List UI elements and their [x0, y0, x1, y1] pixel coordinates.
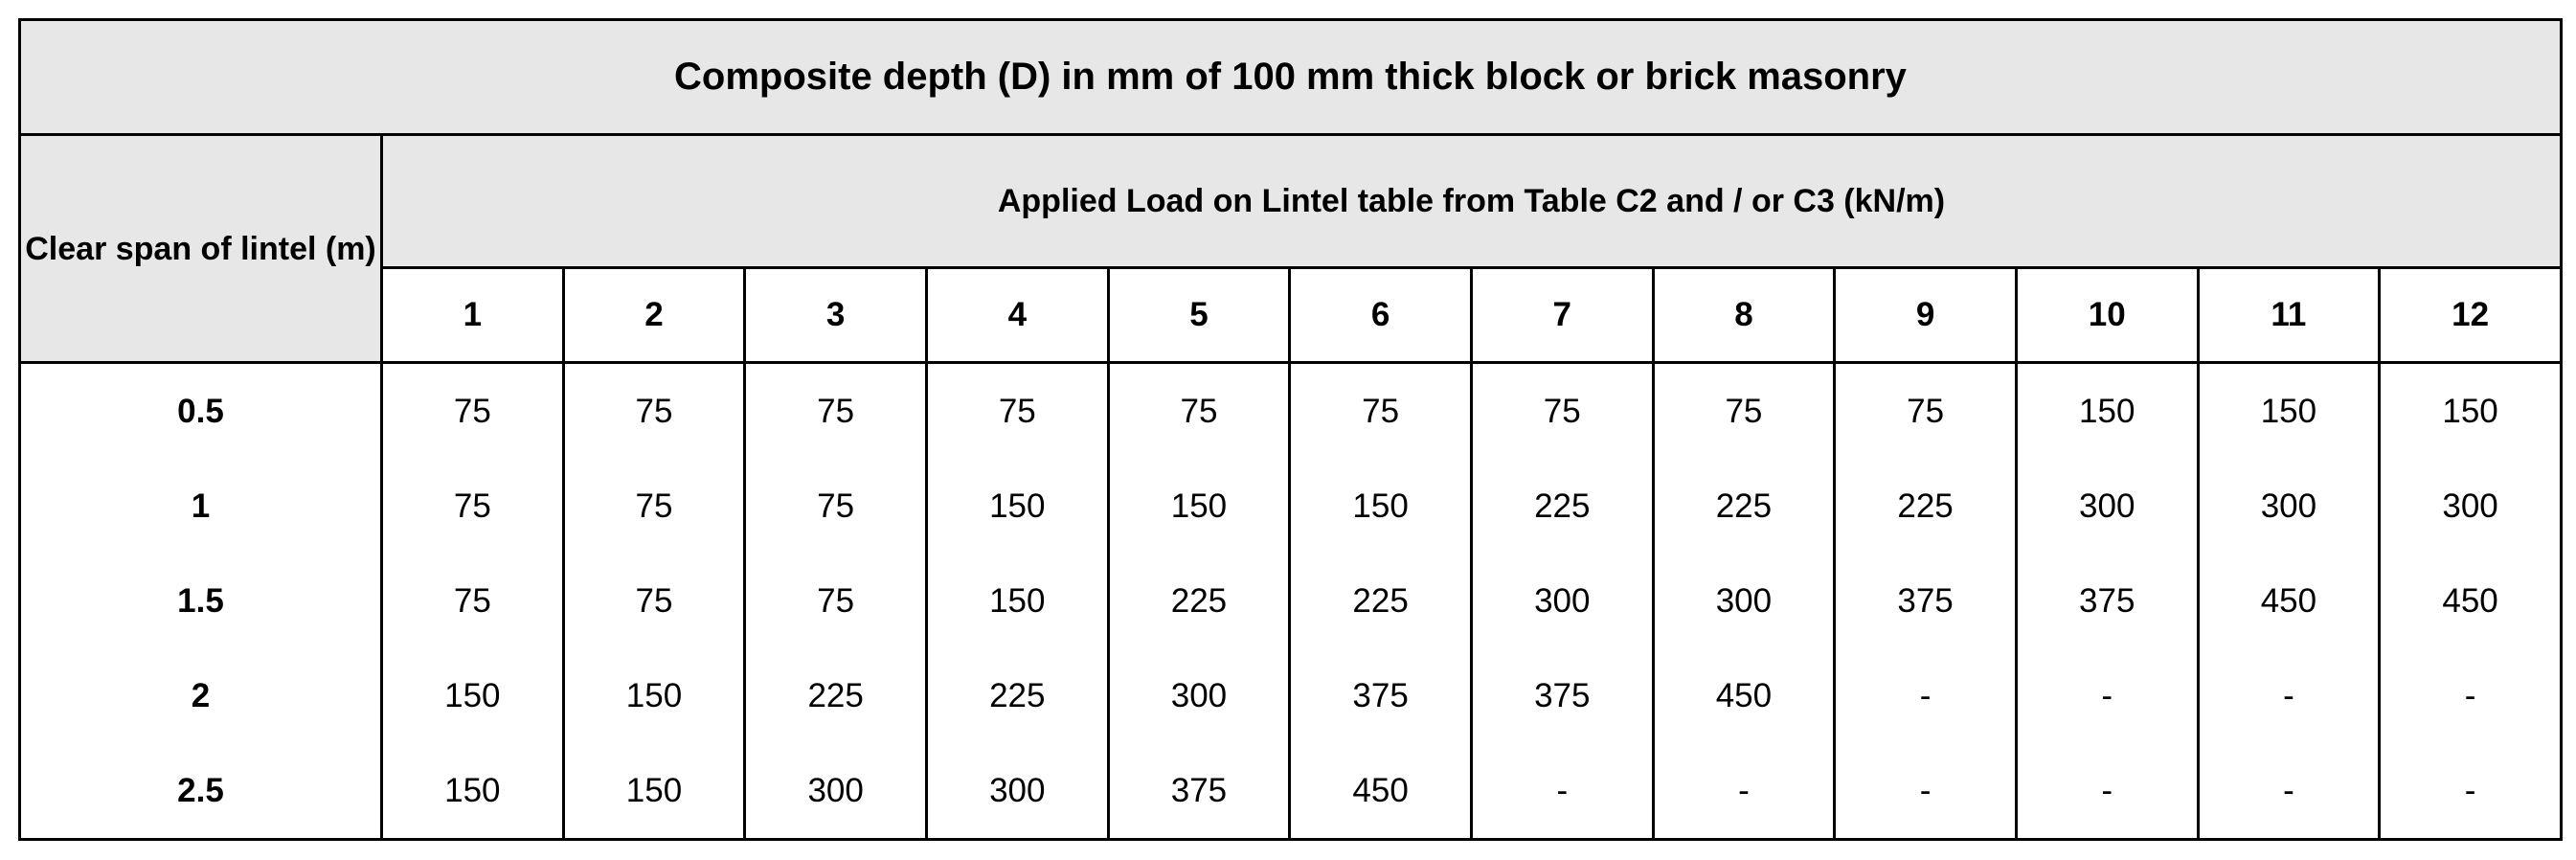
depth-value-cell: 75 [1471, 363, 1653, 460]
load-column-header-row [20, 268, 2562, 363]
load-column-header: 9 [1835, 268, 2017, 363]
load-column-header: 4 [926, 268, 1108, 363]
depth-value-cell: 75 [382, 554, 564, 648]
load-column-header: 10 [2016, 268, 2198, 363]
depth-value-cell: 375 [2016, 554, 2198, 648]
depth-value-cell: 300 [2380, 459, 2562, 554]
depth-value-cell: 75 [382, 459, 564, 554]
clear-span-cell: 0.5 [20, 363, 382, 460]
depth-value-cell: 450 [2380, 554, 2562, 648]
clear-span-cell: 2.5 [20, 743, 382, 840]
depth-value-cell: 150 [926, 554, 1108, 648]
depth-value-cell: 150 [2016, 363, 2198, 460]
depth-value-cell: - [2198, 743, 2380, 840]
load-column-header: 2 [563, 268, 745, 363]
depth-value-cell: - [2016, 648, 2198, 743]
depth-value-cell: 300 [2016, 459, 2198, 554]
depth-value-cell: 75 [926, 363, 1108, 460]
load-column-header: 11 [2198, 268, 2380, 363]
depth-value-cell: - [1471, 743, 1653, 840]
load-column-header: 12 [2380, 268, 2562, 363]
depth-value-cell: 75 [1653, 363, 1835, 460]
depth-value-cell: 150 [382, 648, 564, 743]
table-title: Composite depth (D) in mm of 100 mm thick block or brick masonry [20, 20, 2562, 135]
depth-value-cell: 150 [2198, 363, 2380, 460]
depth-value-cell: 375 [1108, 743, 1290, 840]
depth-value-cell: 300 [1471, 554, 1653, 648]
clear-span-header: Clear span of lintel (m) [20, 135, 382, 363]
depth-value-cell: - [1835, 743, 2017, 840]
depth-value-cell: 75 [1108, 363, 1290, 460]
depth-value-cell: 75 [1835, 363, 2017, 460]
clear-span-cell: 2 [20, 648, 382, 743]
depth-value-cell: - [2380, 648, 2562, 743]
depth-value-cell: 375 [1471, 648, 1653, 743]
depth-value-cell: 75 [563, 554, 745, 648]
depth-value-cell: 150 [563, 743, 745, 840]
depth-value-cell: 225 [1290, 554, 1472, 648]
depth-value-cell: 150 [1108, 459, 1290, 554]
depth-value-cell: 225 [1653, 459, 1835, 554]
table-row [20, 554, 2562, 648]
depth-value-cell: - [1653, 743, 1835, 840]
load-column-header: 7 [1471, 268, 1653, 363]
depth-value-cell: - [2380, 743, 2562, 840]
depth-value-cell: 75 [745, 554, 927, 648]
table-row [20, 363, 2562, 460]
depth-value-cell: 150 [563, 648, 745, 743]
lintel-depth-table [18, 18, 2563, 841]
depth-value-cell: 225 [1108, 554, 1290, 648]
depth-value-cell: 450 [1653, 648, 1835, 743]
load-column-header: 3 [745, 268, 927, 363]
depth-value-cell: 300 [926, 743, 1108, 840]
depth-value-cell: 225 [745, 648, 927, 743]
depth-value-cell: 75 [382, 363, 564, 460]
load-column-header: 6 [1290, 268, 1472, 363]
depth-value-cell: - [1835, 648, 2017, 743]
depth-value-cell: 75 [563, 459, 745, 554]
lintel-depth-table-container [18, 18, 2560, 841]
depth-value-cell: 75 [563, 363, 745, 460]
depth-value-cell: 225 [1471, 459, 1653, 554]
depth-value-cell: 75 [745, 459, 927, 554]
depth-value-cell: 150 [1290, 459, 1472, 554]
depth-value-cell: - [2016, 743, 2198, 840]
depth-value-cell: 75 [1290, 363, 1472, 460]
table-body [20, 363, 2562, 840]
depth-value-cell: 300 [1108, 648, 1290, 743]
load-column-header: 8 [1653, 268, 1835, 363]
table-row [20, 648, 2562, 743]
table-row [20, 459, 2562, 554]
depth-value-cell: 150 [926, 459, 1108, 554]
depth-value-cell: 450 [1290, 743, 1472, 840]
load-column-header: 5 [1108, 268, 1290, 363]
depth-value-cell: - [2198, 648, 2380, 743]
depth-value-cell: 300 [745, 743, 927, 840]
load-column-header: 1 [382, 268, 564, 363]
depth-value-cell: 225 [1835, 459, 2017, 554]
depth-value-cell: 150 [382, 743, 564, 840]
depth-value-cell: 375 [1835, 554, 2017, 648]
clear-span-cell: 1 [20, 459, 382, 554]
depth-value-cell: 375 [1290, 648, 1472, 743]
depth-value-cell: 150 [2380, 363, 2562, 460]
depth-value-cell: 450 [2198, 554, 2380, 648]
depth-value-cell: 75 [745, 363, 927, 460]
table-row [20, 743, 2562, 840]
depth-value-cell: 300 [1653, 554, 1835, 648]
applied-load-header: Applied Load on Lintel table from Table C2 and / or C3 (kN/m) [382, 135, 2562, 268]
depth-value-cell: 300 [2198, 459, 2380, 554]
clear-span-cell: 1.5 [20, 554, 382, 648]
depth-value-cell: 225 [926, 648, 1108, 743]
